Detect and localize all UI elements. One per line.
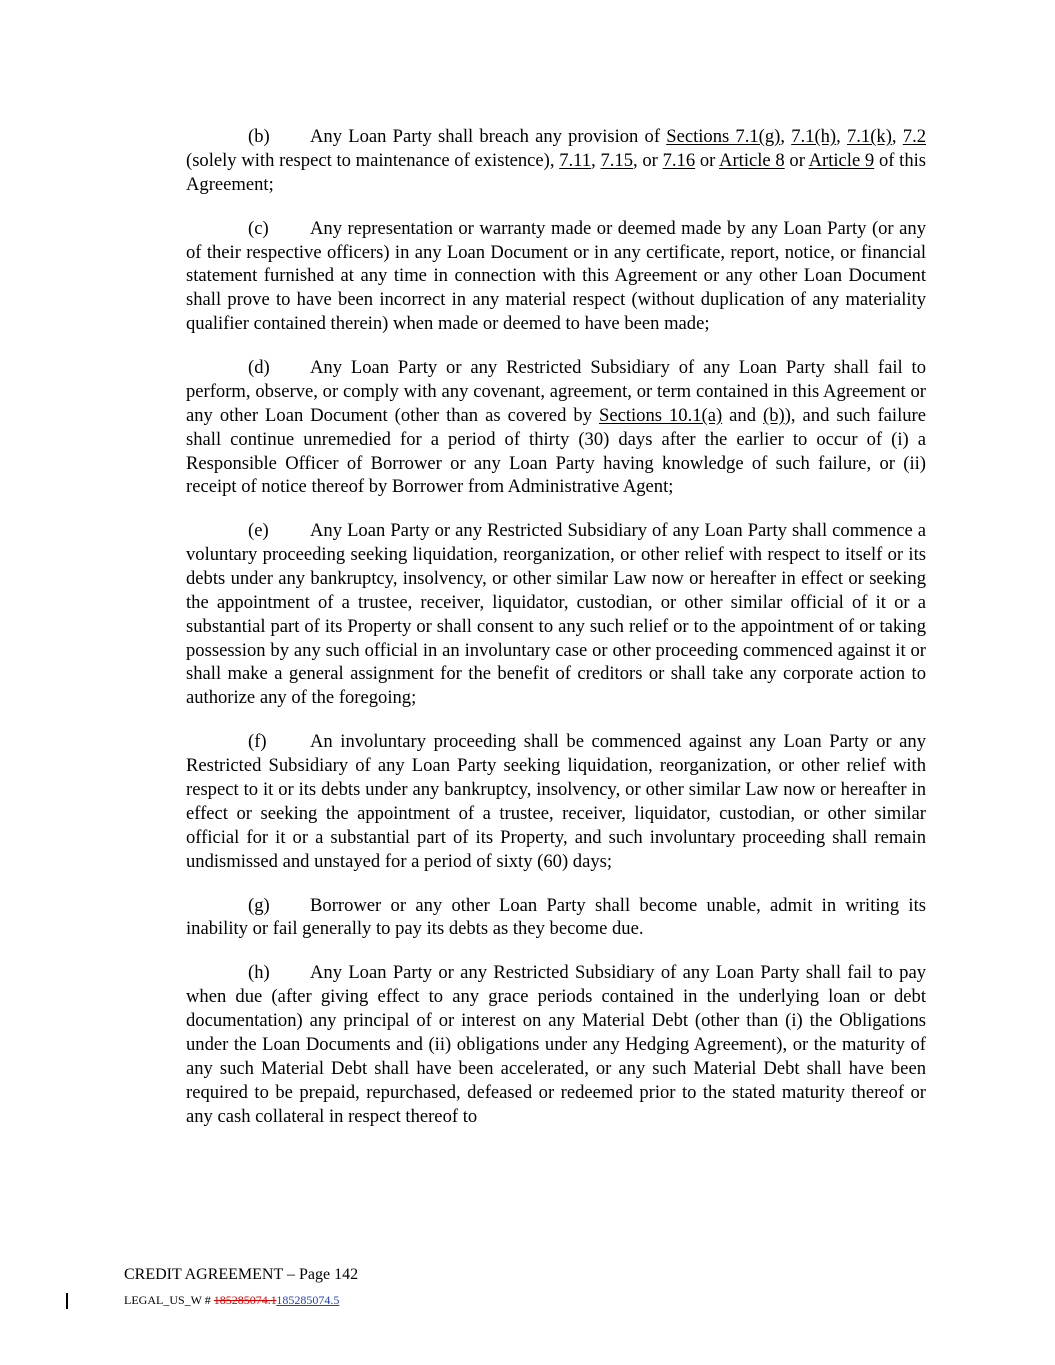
clause-text: Any Loan Party shall breach any provision of [310, 126, 667, 147]
inserted-document-id: 185285074.5 [276, 1293, 340, 1307]
clause-text: Any Loan Party or any Restricted Subsidiary of any Loan Party shall fail to pay when due (after giving effect to any grace periods contained in the underlying loan or debt documentation) any principal of or interest on any Material Debt (other than (i) the Obligations under the Loan Documents and (ii) obligations under any Hedging Agreement), or the maturity of any such Material Debt shall have been accelerated, or any such Material Debt shall have been required to be prepaid, repurchased, defeased or redeemed prior to the stated maturity thereof or any cash collateral in respect thereof to [186, 962, 926, 1127]
document-body [186, 125, 926, 1149]
section-reference: 7.1(h) [791, 126, 837, 147]
article-reference: Article 8 [719, 149, 785, 171]
clause-text: or [784, 149, 809, 171]
clause-g [186, 894, 926, 942]
article-reference: Article 9 [808, 149, 875, 171]
clause-label: (b) [248, 126, 270, 147]
section-reference: Sections 7.1(g) [666, 126, 781, 147]
clause-c [186, 217, 926, 336]
clause-label: (h) [248, 962, 270, 984]
section-reference: 7.16 [662, 149, 696, 171]
clause-label: (g) [248, 894, 270, 916]
deleted-document-id: 185285074.1 [213, 1293, 277, 1307]
page-footer [124, 1265, 358, 1308]
clause-label: (f) [248, 731, 267, 753]
document-id-prefix: LEGAL_US_W # [124, 1293, 214, 1307]
clause-text: , [836, 126, 847, 147]
page-number-label: CREDIT AGREEMENT – Page 142 [124, 1266, 359, 1283]
clause-text: or [695, 149, 720, 171]
clause-text: and [722, 404, 764, 426]
section-reference: 7.2 [902, 126, 927, 147]
section-reference: Sections 10.1(a) [599, 404, 723, 426]
clause-text: , [780, 126, 792, 147]
section-reference: 7.11 [559, 149, 592, 171]
clause-text: Borrower or any other Loan Party shall become unable, admit in writing its inability or fail generally to pay its debts as they become due. [186, 894, 926, 940]
clause-text: Any Loan Party or any Restricted Subsidiary of any Loan Party shall commence a voluntary proceeding seeking liquidation, reorganization, or other relief with respect to itself or its debts under any bankruptcy, insolvency, or other similar Law now or hereafter in effect or seeking the appointment of a trustee, receiver, liquidator, custodian, or other similar official of it or a substantial part of its Property or shall consent to any such relief or to the appointment of or taking possession by any such official in an involuntary case or other proceeding commenced against it or shall make a general assignment for the benefit of creditors or shall take any corporate action to authorize any of the foregoing; [186, 520, 926, 709]
clause-h [186, 961, 926, 1128]
clause-text: , [591, 149, 601, 171]
clause-b [186, 125, 926, 197]
clause-text: Any representation or warranty made or deemed made by any Loan Party (or any of their respective officers) in any Loan Document or in any certificate, report, notice, or financial statement furnished at any time in connection with this Agreement or any other Loan Document shall prove to have been incorrect in any material respect (without duplication of any materiality qualifier contained therein) when made or deemed to have been made; [186, 217, 926, 335]
section-reference: (b) [763, 404, 785, 426]
clause-e [186, 519, 926, 710]
clause-text: of this Agreement; [186, 149, 927, 195]
section-reference: 7.1(k) [846, 126, 892, 147]
section-reference: 7.15 [600, 149, 634, 171]
clause-label: (e) [248, 520, 269, 542]
clause-text: ), and such failure shall continue unremedied for a period of thirty (30) days after the earlier to occur of (i) a Responsible Officer of Borrower or any Loan Party having knowledge of such failure, or (ii) receipt of notice thereof by Borrower from Administrative Agent; [186, 404, 926, 498]
clause-label: (c) [248, 217, 269, 239]
clause-d [186, 356, 926, 499]
clause-text: An involuntary proceeding shall be commenced against any Loan Party or any Restricted Subsidiary of any Loan Party seeking liquidation, reorganization, or other relief with respect to it or its debts under any bankruptcy, insolvency, or other similar Law now or hereafter in effect or seeking the appointment of a trustee, receiver, liquidator, custodian, or other similar official for it or a substantial part of its Property, and such involuntary proceeding shall remain undismissed and unstayed for a period of sixty (60) days; [186, 731, 926, 872]
clause-text: , [891, 126, 903, 147]
clause-text: (solely with respect to maintenance of existence), [186, 149, 560, 171]
revision-change-bar [66, 1293, 68, 1309]
clause-text: , or [633, 149, 663, 171]
clause-text: Any Loan Party or any Restricted Subsidiary of any Loan Party shall fail to perform, observe, or comply with any covenant, agreement, or term contained in this Agreement or any other Loan Document (other than as covered by [186, 357, 926, 426]
document-id [124, 1292, 358, 1308]
clause-f [186, 730, 926, 873]
clause-label: (d) [248, 357, 270, 379]
